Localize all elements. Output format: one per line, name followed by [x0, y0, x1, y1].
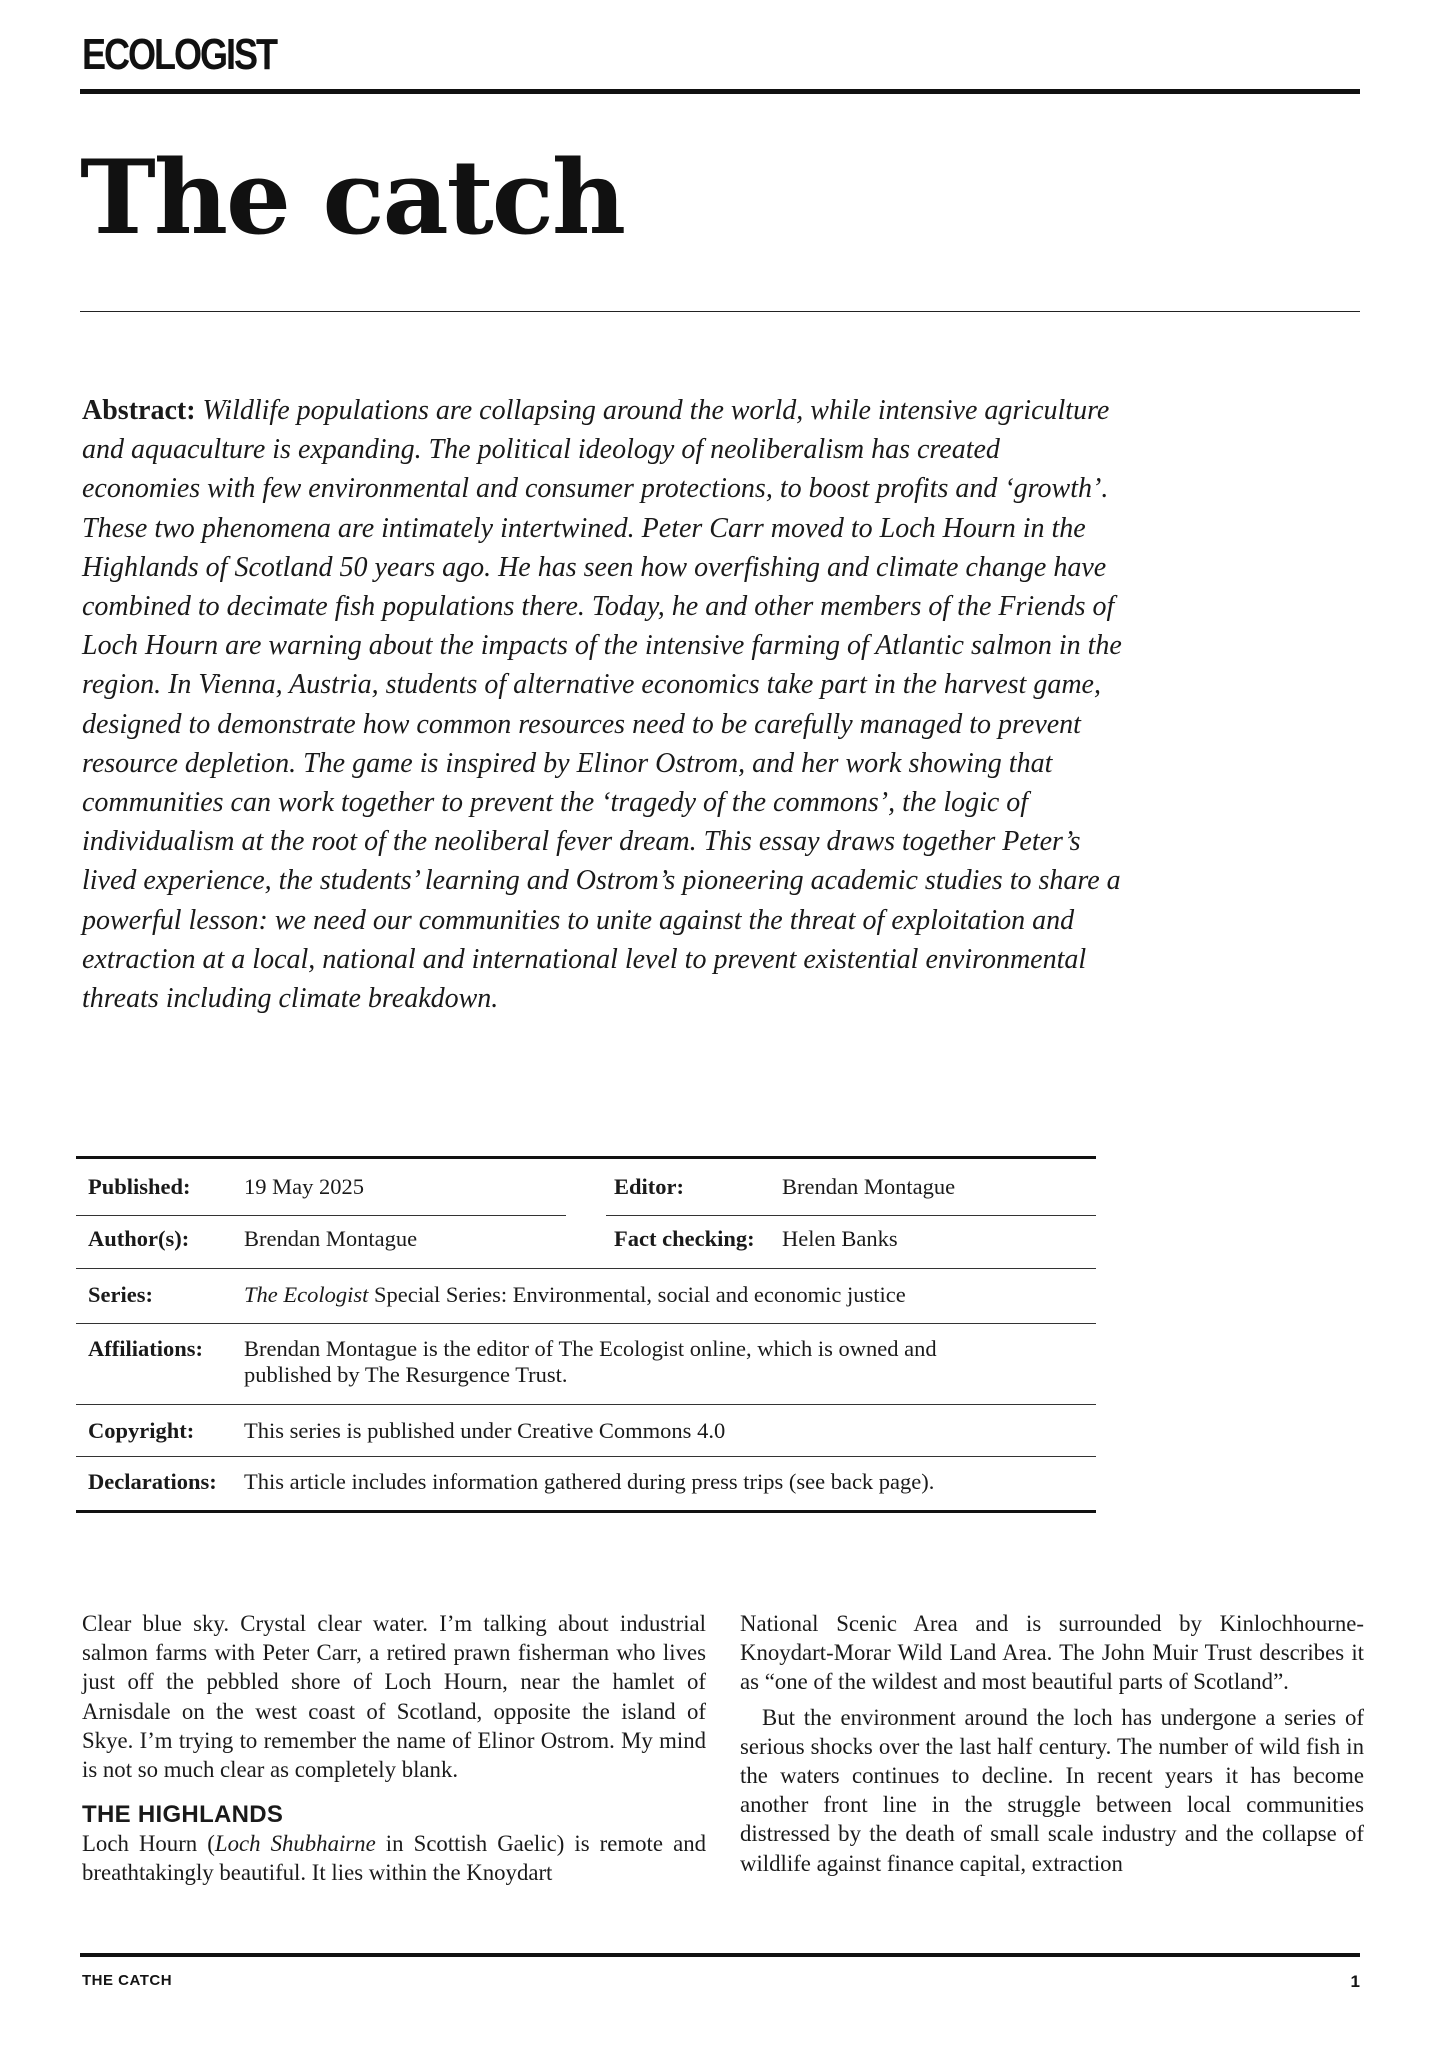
declarations-label: Declarations: [88, 1469, 217, 1494]
meta-rule [76, 1456, 1096, 1457]
body-paragraph: Clear blue sky. Crystal clear water. I’m talking about industrial salmon farms with Peter Carr, a retired prawn fisherman who lives just off the pebbled shore of Loch Hourn, near the hamlet of Arnisdale on the west coast of Scotland, opposite the island of Skye. I’m trying to remember the name of Elinor Ostrom. My mind is not so much clear as completely blank. [82, 1611, 706, 1783]
abstract-label: Abstract: [82, 395, 196, 426]
running-footer: THE CATCH [82, 1972, 173, 1989]
meta-rule [76, 1268, 1096, 1269]
body-column-right [740, 1609, 1364, 1878]
declarations-value: This article includes information gathered during press trips (see back page). [244, 1469, 935, 1494]
title-rule [80, 311, 1360, 312]
section-heading: THE HIGHLANDS [82, 1801, 284, 1829]
editor-value: Brendan Montague [782, 1174, 956, 1199]
article-title: The catch [80, 138, 625, 258]
abstract [82, 391, 1122, 1018]
footer-rule [80, 1953, 1360, 1957]
factcheck-label: Fact checking: [614, 1226, 755, 1251]
published-value: 19 May 2025 [244, 1174, 364, 1199]
meta-rule [606, 1215, 1096, 1216]
body-paragraph: But the environment around the loch has undergone a series of serious shocks over the last half century. The number of wild fish in the waters continues to decline. In recent years it has become another front line in the struggle between local communities distressed by the death of small scale industry and the collapse of wildlife against finance capital, extraction [740, 1704, 1364, 1876]
meta-rule [76, 1404, 1096, 1405]
published-label: Published: [88, 1174, 191, 1199]
text-run: Loch Hourn ( [82, 1831, 215, 1857]
copyright-label: Copyright: [88, 1418, 195, 1443]
meta-rule [76, 1323, 1096, 1324]
factcheck-value: Helen Banks [782, 1226, 898, 1251]
meta-top-rule [76, 1156, 1096, 1159]
body-paragraph: National Scenic Area and is surrounded by Kinlochhourne-Knoydart-Morar Wild Land Area. The John Muir Trust describes it as “one of the wildest and most beautiful parts of Scotland”. [740, 1611, 1364, 1695]
authors-label: Author(s): [88, 1226, 190, 1251]
series-value [244, 1282, 906, 1308]
gaelic-name: Loch Shubhairne [214, 1831, 376, 1857]
text-run: in Scottish Gaelic) is remote and breathtakingly beautiful. It lies within the Knoydart [82, 1831, 706, 1886]
affiliations-label: Affiliations: [88, 1336, 203, 1361]
affiliations-line-2: published by The Resurgence Trust. [244, 1362, 568, 1387]
meta-rule [76, 1215, 566, 1216]
header-rule [80, 89, 1360, 94]
series-label: Series: [88, 1282, 153, 1307]
page-number: 1 [1350, 1972, 1360, 1991]
editor-label: Editor: [614, 1174, 684, 1199]
affiliations-line-1: Brendan Montague is the editor of The Ecologist online, which is owned and [244, 1336, 937, 1361]
copyright-value: This series is published under Creative Commons 4.0 [244, 1418, 726, 1443]
abstract-text: Wildlife populations are collapsing around the world, while intensive agriculture and aquaculture is expanding. The political ideology of neoliberalism has created economies with few environmental and consumer protections, to boost profits and ‘growth’. These two phenomena are intimately intertwined. Peter Carr moved to Loch Hourn in the Highlands of Scotland 50 years ago. He has seen how overfishing and climate change have combined to decimate fish populations there. Today, he and other members of the Friends of Loch Hourn are warning about the impacts of the intensive farming of Atlantic salmon in the region. In Vienna, Austria, students of alternative economics take part in the harvest game, designed to demonstrate how common resources need to be carefully managed to prevent resource depletion. The game is inspired by Elinor Ostrom, and her work showing that communities can work together to prevent the ‘tragedy of the commons’, the logic of individualism at the root of the neoliberal fever dream. This essay draws together Peter’s lived experience, the students’ learning and Ostrom’s pioneering academic studies to share a powerful lesson: we need our communities to unite against the threat of exploitation and extraction at a local, national and international level to prevent existential environmental threats including climate breakdown. [82, 395, 1122, 1015]
authors-value: Brendan Montague [244, 1226, 418, 1251]
body-column-left [82, 1609, 706, 1888]
series-publication: The Ecologist [244, 1282, 369, 1307]
meta-bottom-rule [76, 1510, 1096, 1513]
body-paragraph [82, 1829, 706, 1887]
series-name: Special Series: Environmental, social and economic justice [368, 1282, 906, 1307]
masthead-logo: ECOLOGIST [82, 30, 277, 79]
